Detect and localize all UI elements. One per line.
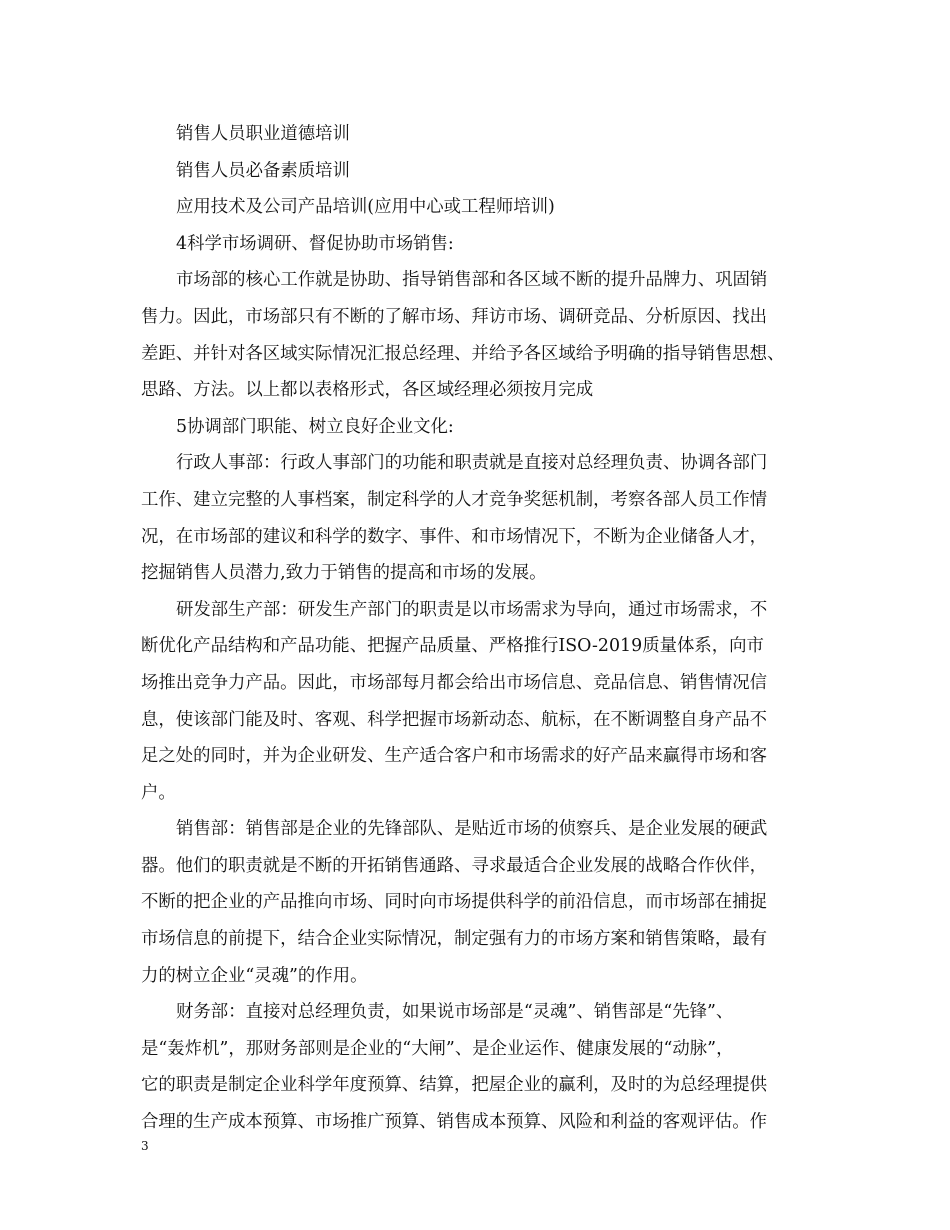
text-line: 差距、并针对各区域实际情况汇报总经理、并给予各区域给予明确的指导销售思想、 [141, 343, 785, 364]
text-line: 工作、建立完整的人事档案，制定科学的人才竞争奖惩机制，考察各部人员工作情 [141, 489, 768, 510]
text-line: 销售人员必备素质培训 [176, 160, 350, 181]
text-line: 器。他们的职责就是不断的开拓销售通路、寻求最适合企业发展的战略合作伙伴， [141, 855, 768, 876]
text-line: 户。 [141, 782, 176, 803]
text-line: 市场信息的前提下，结合企业实际情况，制定强有力的市场方案和销售策略，最有 [141, 929, 768, 950]
text-line: 研发部生产部：研发生产部门的职责是以市场需求为导向，通过市场需求，不 [176, 599, 768, 620]
section-heading: 4科学市场调研、督促协助市场销售: [176, 233, 454, 254]
text-line: 销售人员职业道德培训 [176, 124, 350, 144]
section-heading: 5协调部门职能、树立良好企业文化: [176, 416, 454, 437]
text-line: 场推出竞争力产品。因此，市场部每月都会给出市场信息、竞品信息、销售情况信 [141, 672, 768, 693]
text-line: 断优化产品结构和产品功能、把握产品质量、严格推行ISO-2019质量体系，向市 [141, 636, 764, 657]
text-line: 行政人事部：行政人事部门的功能和职责就是直接对总经理负责、协调各部门 [176, 453, 768, 474]
text-line: 况，在市场部的建议和科学的数字、事件、和市场情况下，不断为企业储备人才， [141, 526, 768, 547]
text-line: 不断的把企业的产品推向市场、同时向市场提供科学的前沿信息，而市场部在捕捉 [141, 892, 768, 913]
text-line: 财务部：直接对总经理负责，如果说市场部是“灵魂”、销售部是“先锋”、 [176, 1002, 734, 1023]
text-line: 挖掘销售人员潜力,致力于销售的提高和市场的发展。 [141, 563, 547, 584]
text-line: 是“轰炸机”，那财务部则是企业的“大闸”、是企业运作、健康发展的“动脉”， [141, 1038, 734, 1059]
text-line: 合理的生产成本预算、市场推广预算、销售成本预算、风险和利益的客观评估。作 [141, 1112, 768, 1133]
text-line: 应用技术及公司产品培训(应用中心或工程师培训) [176, 197, 555, 218]
text-line: 息，使该部门能及时、客观、科学把握市场新动态、航标，在不断调整自身产品不 [141, 709, 768, 730]
text-line: 力的树立企业“灵魂”的作用。 [141, 965, 368, 986]
text-line: 思路、方法。以上都以表格形式，各区域经理必须按月完成 [141, 380, 594, 401]
document-body [141, 116, 831, 1141]
text-line: 它的职责是制定企业科学年度预算、结算，把屋企业的赢利，及时的为总经理提供 [141, 1075, 768, 1096]
text-line: 售力。因此，市场部只有不断的了解市场、拜访市场、调研竞品、分析原因、找出 [141, 306, 768, 327]
page-number: 3 [141, 1139, 149, 1153]
text-line: 市场部的核心工作就是协助、指导销售部和各区域不断的提升品牌力、巩固销 [176, 270, 768, 291]
text-line: 销售部：销售部是企业的先锋部队、是贴近市场的侦察兵、是企业发展的硬武 [176, 819, 768, 840]
text-line: 足之处的同时，并为企业研发、生产适合客户和市场需求的好产品来赢得市场和客 [141, 746, 768, 767]
